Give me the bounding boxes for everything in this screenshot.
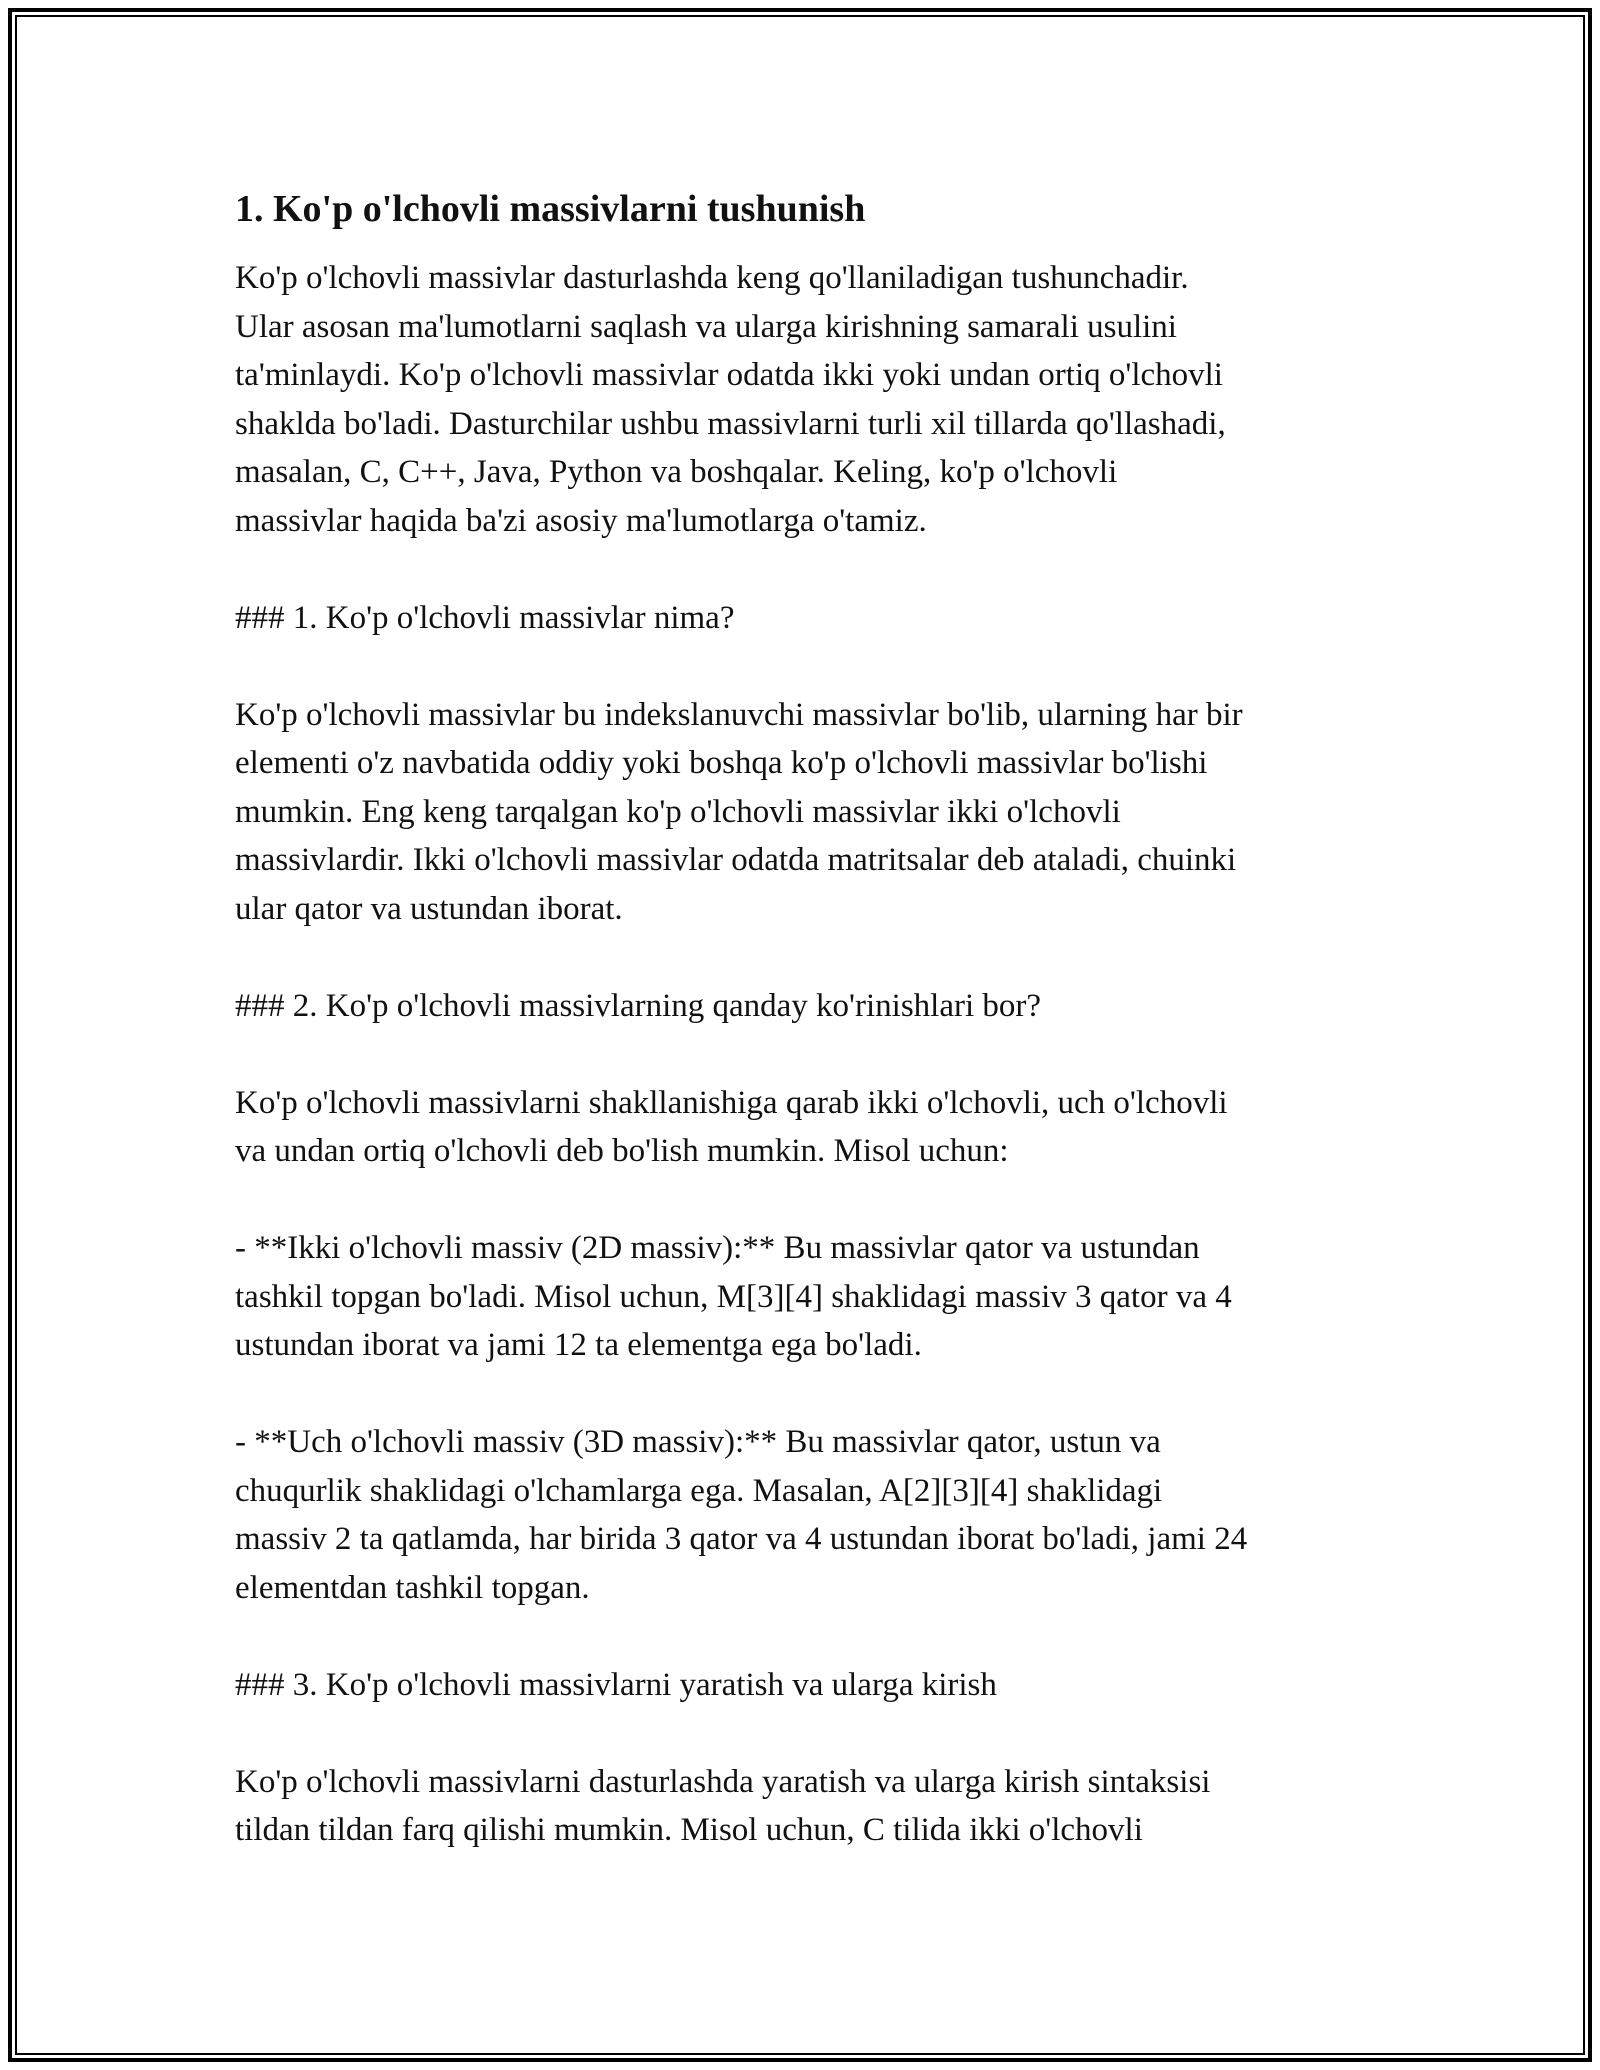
text-line: massivlar haqida ba'zi asosiy ma'lumotlarga o'tamiz. — [235, 502, 927, 539]
text-line: mumkin. Eng keng tarqalgan ko'p o'lchovli massivlar ikki o'lchovli — [235, 793, 1121, 830]
text-line: ustundan iborat va jami 12 ta elementga ega bo'ladi. — [235, 1327, 922, 1363]
text-line: Ko'p o'lchovli massivlarni dasturlashda yaratish va ularga kirish sintaksisi — [235, 1763, 1211, 1800]
paragraph-spacer — [235, 933, 1365, 982]
text-line: shaklda bo'ladi. Dasturchilar ushbu massivlarni turli xil tillarda qo'llashadi, — [235, 405, 1226, 442]
text-line: ta'minlaydi. Ko'p o'lchovli massivlar odatda ikki yoki undan ortiq o'lchovli — [235, 357, 1223, 393]
section-heading-2 — [235, 982, 1365, 1031]
paragraph-spacer — [235, 1030, 1365, 1079]
paragraph-intro — [235, 254, 1365, 545]
text-line: massiv 2 ta qatlamda, har birida 3 qator va 4 ustundan iborat bo'ladi, jami 24 — [235, 1521, 1248, 1557]
paragraph-definition — [235, 691, 1365, 934]
text-line: ### 3. Ko'p o'lchovli massivlarni yaratish va ularga kirish — [235, 1666, 997, 1703]
text-line: elementi o'z navbatida oddiy yoki boshqa ko'p o'lchovli massivlar bo'lishi — [235, 745, 1208, 781]
paragraph-spacer — [235, 642, 1365, 691]
text-line: - **Uch o'lchovli massiv (3D massiv):** Bu massivlar qator, ustun va — [235, 1424, 1161, 1460]
paragraph-spacer — [235, 545, 1365, 594]
text-line: massivlardir. Ikki o'lchovli massivlar odatda matritsalar deb ataladi, chuinki — [235, 842, 1237, 878]
text-line: Ko'p o'lchovli massivlar bu indekslanuvchi massivlar bo'lib, ularning har bir — [235, 696, 1243, 733]
text-line: tashkil topgan bo'ladi. Misol uchun, M[3][4] shaklidagi massiv 3 qator va 4 — [235, 1278, 1232, 1315]
list-item-2d — [235, 1224, 1365, 1370]
text-line: Ko'p o'lchovli massivlar dasturlashda keng qo'llaniladigan tushunchadir. — [235, 260, 1189, 296]
paragraph-types — [235, 1079, 1365, 1176]
text-line: Ko'p o'lchovli massivlarni shakllanishiga qarab ikki o'lchovli, uch o'lchovli — [235, 1084, 1228, 1121]
text-line: va undan ortiq o'lchovli deb bo'lish mumkin. Misol uchun: — [235, 1133, 1009, 1169]
paragraph-spacer — [235, 1709, 1365, 1758]
text-line: tildan tildan farq qilishi mumkin. Misol uchun, C tilida ikki o'lchovli — [235, 1812, 1143, 1848]
paragraph-spacer — [235, 1370, 1365, 1419]
document-body — [235, 186, 1365, 1855]
text-line: masalan, C, C++, Java, Python va boshqalar. Keling, ko'p o'lchovli — [235, 454, 1118, 490]
section-heading-1 — [235, 594, 1365, 643]
text-line: elementdan tashkil topgan. — [235, 1569, 590, 1606]
paragraph-spacer — [235, 1176, 1365, 1225]
paragraph-syntax — [235, 1758, 1365, 1855]
list-item-3d — [235, 1418, 1365, 1612]
text-line: chuqurlik shaklidagi o'lchamlarga ega. Masalan, A[2][3][4] shaklidagi — [235, 1472, 1163, 1509]
text-line: ### 1. Ko'p o'lchovli massivlar nima? — [235, 599, 735, 636]
text-line: ular qator va ustundan iborat. — [235, 890, 623, 927]
paragraph-spacer — [235, 1612, 1365, 1661]
page-title: 1. Ko'p o'lchovli massivlarni tushunish — [235, 188, 866, 230]
text-line: ### 2. Ko'p o'lchovli massivlarning qanday ko'rinishlari bor? — [235, 987, 1042, 1024]
text-line: Ular asosan ma'lumotlarni saqlash va ularga kirishning samarali usulini — [235, 308, 1177, 345]
text-line: - **Ikki o'lchovli massiv (2D massiv):** Bu massivlar qator va ustundan — [235, 1230, 1200, 1266]
section-heading-3 — [235, 1661, 1365, 1710]
